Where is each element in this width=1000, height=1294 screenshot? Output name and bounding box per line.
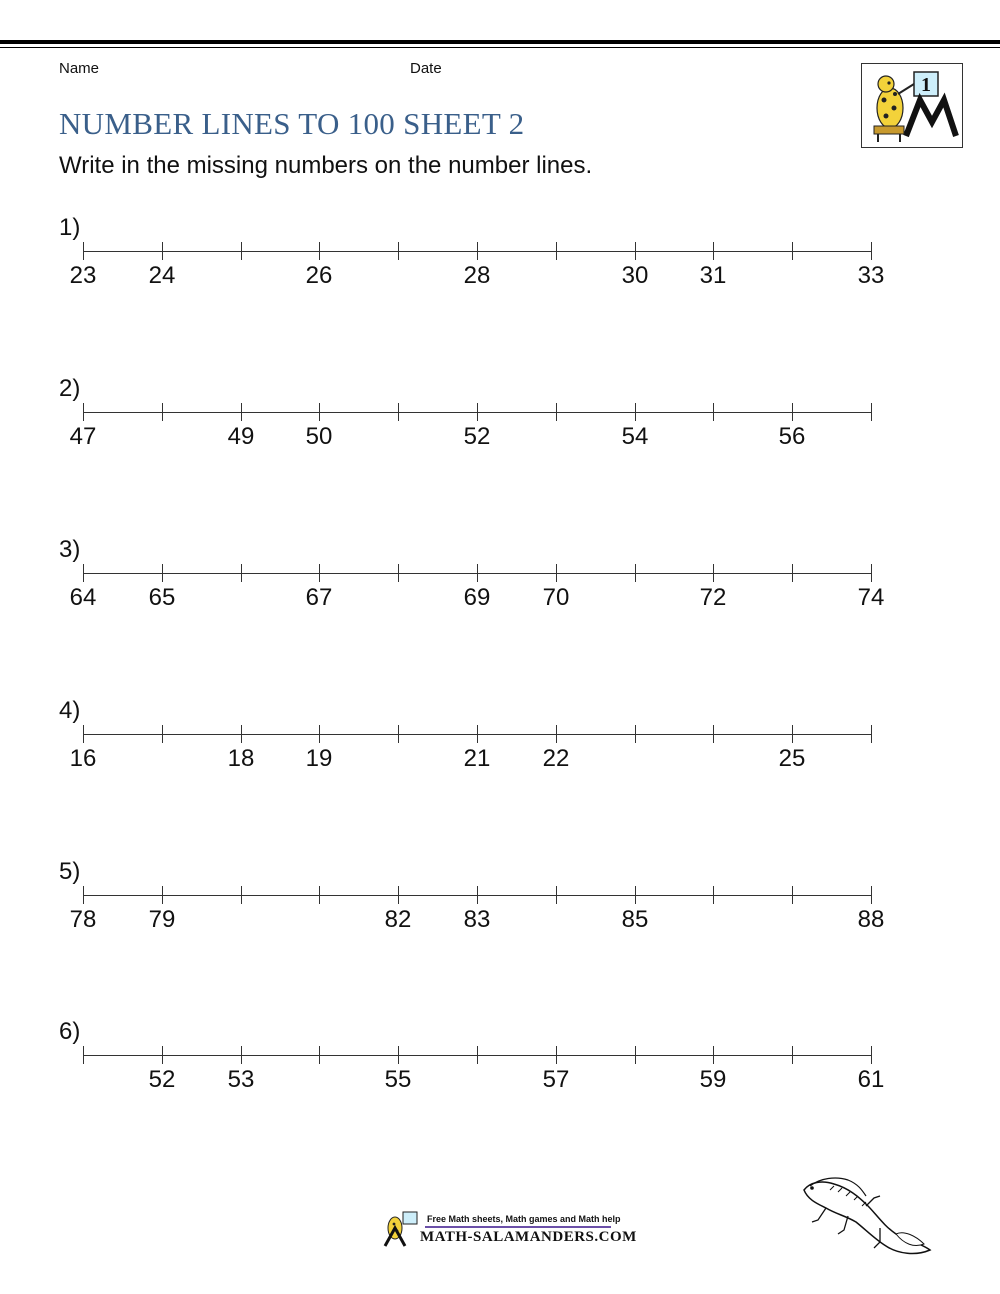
tick-label: 57: [542, 1066, 570, 1093]
tick-label: 69: [463, 584, 491, 611]
tick-mark: [162, 564, 163, 582]
tick-mark: [556, 1046, 557, 1064]
tick-mark: [635, 725, 636, 743]
tick-mark: [871, 886, 872, 904]
tick-mark: [635, 886, 636, 904]
tick-mark: [241, 1046, 242, 1064]
tick-label: 24: [148, 262, 176, 289]
tick-label: 18: [227, 745, 255, 772]
tick-label: 83: [463, 906, 491, 933]
tick-mark: [556, 403, 557, 421]
tick-label: 53: [227, 1066, 255, 1093]
tick-mark: [319, 242, 320, 260]
tick-mark: [83, 403, 84, 421]
tick-mark: [792, 564, 793, 582]
tick-label: 28: [463, 262, 491, 289]
tick-mark: [162, 725, 163, 743]
footer-tagline: Free Math sheets, Math games and Math help: [427, 1214, 621, 1224]
tick-label: 22: [542, 745, 570, 772]
tick-mark: [792, 242, 793, 260]
tick-label: 85: [621, 906, 649, 933]
tick-label: 54: [621, 423, 649, 450]
tick-mark: [635, 242, 636, 260]
tick-mark: [556, 725, 557, 743]
tick-mark: [162, 403, 163, 421]
tick-label: 55: [384, 1066, 412, 1093]
tick-mark: [792, 1046, 793, 1064]
tick-mark: [162, 242, 163, 260]
top-rule: [0, 40, 1000, 44]
number-line-problem: [0, 1018, 1000, 1138]
tick-mark: [871, 403, 872, 421]
problem-number: 4): [59, 697, 81, 724]
logo-digit: 1: [921, 74, 931, 96]
tick-mark: [792, 725, 793, 743]
tick-label: 72: [699, 584, 727, 611]
tick-label: 25: [778, 745, 806, 772]
tick-mark: [713, 1046, 714, 1064]
tick-mark: [83, 1046, 84, 1064]
footer-underline: [425, 1226, 611, 1228]
tick-mark: [713, 564, 714, 582]
tick-mark: [162, 1046, 163, 1064]
tick-mark: [713, 242, 714, 260]
number-line-problem: [0, 214, 1000, 334]
tick-mark: [398, 725, 399, 743]
tick-mark: [871, 242, 872, 260]
tick-mark: [871, 1046, 872, 1064]
tick-mark: [83, 725, 84, 743]
tick-mark: [477, 886, 478, 904]
tick-label: 79: [148, 906, 176, 933]
tick-label: 52: [463, 423, 491, 450]
salamander-logo-icon: [861, 63, 963, 148]
page-title: NUMBER LINES TO 100 SHEET 2: [59, 106, 525, 141]
tick-mark: [871, 564, 872, 582]
problem-number: 2): [59, 375, 81, 402]
tick-mark: [398, 242, 399, 260]
tick-mark: [477, 725, 478, 743]
tick-mark: [241, 242, 242, 260]
problem-number: 5): [59, 858, 81, 885]
tick-label: 65: [148, 584, 176, 611]
tick-label: 64: [69, 584, 97, 611]
tick-label: 30: [621, 262, 649, 289]
tick-label: 49: [227, 423, 255, 450]
tick-label: 52: [148, 1066, 176, 1093]
tick-mark: [83, 564, 84, 582]
tick-mark: [319, 564, 320, 582]
tick-mark: [556, 564, 557, 582]
tick-mark: [713, 725, 714, 743]
tick-mark: [241, 564, 242, 582]
tick-label: 88: [857, 906, 885, 933]
tick-mark: [398, 1046, 399, 1064]
tick-label: 19: [305, 745, 333, 772]
tick-label: 56: [778, 423, 806, 450]
tick-mark: [319, 886, 320, 904]
tick-mark: [477, 564, 478, 582]
tick-label: 23: [69, 262, 97, 289]
tick-label: 47: [69, 423, 97, 450]
tick-mark: [792, 403, 793, 421]
salamander-illustration-icon: [800, 1170, 932, 1262]
tick-label: 31: [699, 262, 727, 289]
tick-mark: [83, 242, 84, 260]
tick-label: 82: [384, 906, 412, 933]
tick-label: 59: [699, 1066, 727, 1093]
problem-number: 1): [59, 214, 81, 241]
tick-mark: [713, 886, 714, 904]
tick-label: 50: [305, 423, 333, 450]
tick-mark: [319, 1046, 320, 1064]
tick-mark: [713, 403, 714, 421]
problem-number: 3): [59, 536, 81, 563]
tick-mark: [319, 725, 320, 743]
tick-mark: [398, 564, 399, 582]
tick-label: 26: [305, 262, 333, 289]
footer-site-link[interactable]: MATH-SALAMANDERS.COM: [420, 1229, 637, 1245]
date-label: Date: [410, 60, 442, 77]
tick-mark: [556, 242, 557, 260]
tick-label: 61: [857, 1066, 885, 1093]
tick-mark: [792, 886, 793, 904]
tick-mark: [477, 1046, 478, 1064]
tick-mark: [635, 1046, 636, 1064]
name-label: Name: [59, 60, 100, 77]
number-line-problem: [0, 375, 1000, 495]
tick-label: 67: [305, 584, 333, 611]
tick-label: 21: [463, 745, 491, 772]
problem-number: 6): [59, 1018, 81, 1045]
tick-label: 33: [857, 262, 885, 289]
tick-mark: [83, 886, 84, 904]
tick-mark: [556, 886, 557, 904]
tick-mark: [477, 242, 478, 260]
tick-label: 70: [542, 584, 570, 611]
tick-mark: [871, 725, 872, 743]
tick-mark: [398, 403, 399, 421]
tick-mark: [241, 403, 242, 421]
tick-mark: [241, 886, 242, 904]
tick-label: 16: [69, 745, 97, 772]
tick-mark: [162, 886, 163, 904]
tick-mark: [635, 564, 636, 582]
top-rule-thin: [0, 47, 1000, 48]
tick-label: 74: [857, 584, 885, 611]
number-line-problem: [0, 536, 1000, 656]
number-line-problem: [0, 697, 1000, 817]
tick-mark: [635, 403, 636, 421]
number-line-problem: [0, 858, 1000, 978]
instruction-text: Write in the missing numbers on the number lines.: [59, 152, 593, 179]
tick-mark: [398, 886, 399, 904]
tick-label: 78: [69, 906, 97, 933]
tick-mark: [241, 725, 242, 743]
tick-mark: [319, 403, 320, 421]
tick-mark: [477, 403, 478, 421]
